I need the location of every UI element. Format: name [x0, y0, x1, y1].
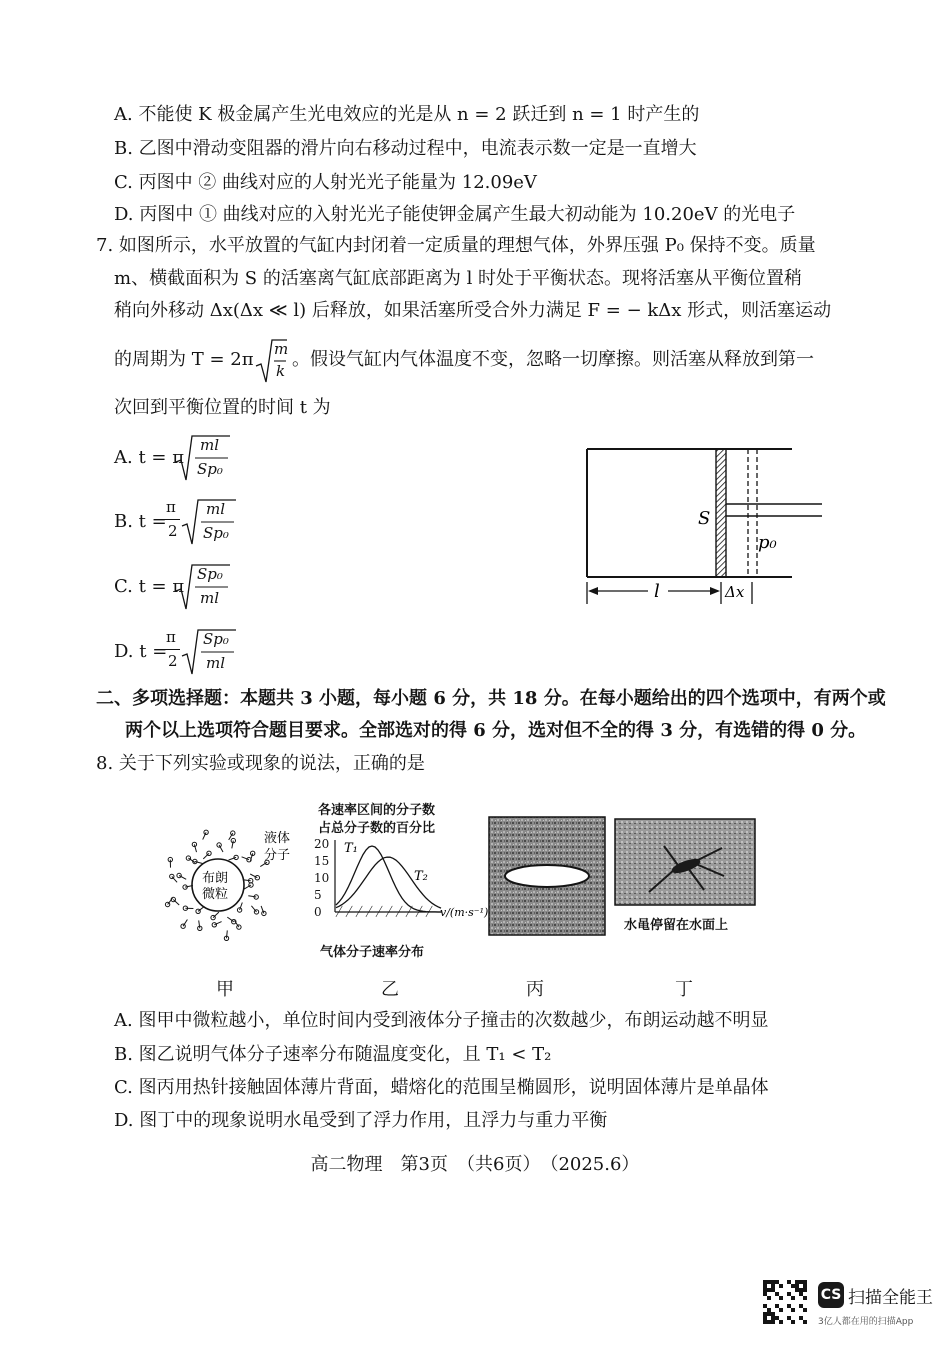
- q7-option-d-num: Sp₀: [203, 630, 229, 648]
- q7-option-a-num: ml: [200, 436, 220, 454]
- xtick-mark: ───: [362, 904, 377, 919]
- q7-option-c-den: ml: [200, 589, 220, 607]
- label-t1: T₁: [344, 841, 358, 856]
- xtick-mark: ───: [422, 904, 437, 919]
- particle-label-2: 微粒: [202, 887, 229, 902]
- brownian-motion-figure: [160, 820, 310, 945]
- q7-option-d-coef-num: π: [166, 628, 176, 646]
- q8-option-c: C. 图丙用热针接触固体薄片背面，蜡熔化的范围呈椭圆形，说明固体薄片是单晶体: [114, 1077, 769, 1098]
- speed-distribution-figure: [310, 800, 489, 965]
- displacement-label-dx: Δx: [725, 583, 745, 601]
- label-t2: T₂: [414, 869, 428, 884]
- q7-option-d-label: D. t =: [114, 641, 168, 662]
- q7-period-prefix: 的周期为 T = 2π: [114, 349, 254, 370]
- q7-option-b-num: ml: [206, 500, 226, 518]
- q6-option-d: D. 丙图中 ① 曲线对应的入射光光子能使钾金属产生最大初动能为 10.20eV 的光电子: [114, 204, 796, 225]
- q7-option-d-coef-den: 2: [168, 652, 178, 670]
- ytick-5: 5: [314, 888, 322, 902]
- caption-jia: 甲: [216, 979, 234, 1000]
- section2-heading-line1: 二、多项选择题：本题共 3 小题，每小题 6 分，共 18 分。在每小题给出的四个选项中，有两个或: [96, 688, 886, 709]
- scanner-tagline: 3亿人都在用的扫描App: [818, 1317, 914, 1327]
- piston: [716, 449, 726, 577]
- distribution-xlabel: v/(m·s⁻¹): [440, 906, 489, 919]
- q8-stem: 8. 关于下列实验或现象的说法，正确的是: [96, 753, 425, 774]
- caption-ding: 丁: [675, 979, 693, 1000]
- xtick-mark: ───: [382, 904, 397, 919]
- xtick-mark: ───: [352, 904, 367, 919]
- liquid-label: 液体: [264, 831, 291, 846]
- q7-option-c: [114, 561, 314, 613]
- q6-option-b: B. 乙图中滑动变阻器的滑片向右移动过程中，电流表示数一定是一直增大: [114, 138, 697, 159]
- caption-bing: 丙: [526, 979, 544, 1000]
- q7-option-d: [114, 626, 314, 678]
- q6-option-a: A. 不能使 K 极金属产生光电效应的光是从 n = 2 跃迁到 n = 1 时产生的: [114, 104, 700, 125]
- q7-stem-line2: m、横截面积为 S 的活塞离气缸底部距离为 l 时处于平衡状态。现将活塞从平衡位置稍: [114, 268, 803, 289]
- q8-option-a: A. 图甲中微粒越小，单位时间内受到液体分子撞击的次数越少，布朗运动越不明显: [114, 1010, 769, 1031]
- q8-option-d: D. 图丁中的现象说明水黾受到了浮力作用，且浮力与重力平衡: [114, 1110, 608, 1131]
- particle-label-1: 布朗: [202, 871, 229, 886]
- caption-yi: 乙: [381, 979, 399, 1000]
- distribution-caption: 气体分子速率分布: [320, 945, 425, 960]
- q7-option-b: [114, 496, 314, 548]
- q7-option-b-coef-num: π: [166, 498, 176, 516]
- q7-option-b-den: Sp₀: [203, 524, 229, 542]
- xtick-mark: ───: [372, 904, 387, 919]
- q7-option-b-label: B. t =: [114, 511, 167, 532]
- wax-ellipse: [505, 865, 589, 887]
- q7-stem-line3: 稍向外移动 Δx(Δx ≪ l) 后释放，如果活塞所受合外力满足 F = − kΔx 形式，则活塞运动: [114, 300, 832, 321]
- q7-option-a-label: A. t = π: [114, 447, 185, 468]
- q7-period-suffix: 。假设气缸内气体温度不变，忽略一切摩擦。则活塞从释放到第一: [292, 349, 814, 370]
- area-label-s: S: [698, 508, 711, 529]
- qr-code-icon: [763, 1280, 807, 1324]
- xtick-mark: ───: [392, 904, 407, 919]
- q7-stem-line1: 7. 如图所示，水平放置的气缸内封闭着一定质量的理想气体，外界压强 P₀ 保持不变。质量: [96, 235, 816, 256]
- pressure-label-p0: p₀: [758, 532, 777, 553]
- xtick-mark: ───: [412, 904, 427, 919]
- ytick-0: 0: [314, 905, 322, 919]
- q6-option-c: C. 丙图中 ② 曲线对应的人射光光子能量为 12.09eV: [114, 172, 537, 193]
- q7-period-num: m: [274, 340, 289, 358]
- xtick-mark: ───: [402, 904, 417, 919]
- xtick-mark: ───: [332, 904, 347, 919]
- q7-option-c-num: Sp₀: [197, 565, 223, 583]
- ytick-15: 15: [314, 854, 330, 868]
- scanner-name: 扫描全能王: [848, 1287, 933, 1308]
- distribution-title-2: 占总分子数的百分比: [318, 821, 436, 836]
- distribution-plot: [310, 836, 489, 946]
- water-strider-photo: [614, 818, 756, 906]
- wax-melting-figure: [488, 816, 606, 936]
- q7-option-a-den: Sp₀: [197, 460, 223, 478]
- q7-option-d-den: ml: [206, 654, 226, 672]
- cylinder-piston-figure: [580, 440, 830, 610]
- scanner-logo-icon: CS: [818, 1282, 844, 1308]
- ytick-10: 10: [314, 871, 330, 885]
- distribution-title-1: 各速率区间的分子数: [318, 803, 436, 818]
- length-label-l: l: [654, 581, 660, 602]
- xtick-mark: ───: [342, 904, 357, 919]
- scanner-brand: [818, 1282, 933, 1308]
- water-strider-caption: 水黾停留在水面上: [624, 918, 729, 933]
- q7-stem-line5: 次回到平衡位置的时间 t 为: [114, 397, 331, 418]
- section2-heading-line2: 两个以上选项符合题目要求。全部选对的得 6 分，选对但不全的得 3 分，有选错的得 0 分。: [125, 720, 867, 741]
- molecule-label: 分子: [264, 848, 291, 863]
- q7-option-a: [114, 432, 314, 484]
- q8-option-b: B. 图乙说明气体分子速率分布随温度变化，且 T₁ < T₂: [114, 1044, 552, 1065]
- q7-period-den: k: [276, 362, 286, 380]
- q7-option-c-label: C. t = π: [114, 576, 185, 597]
- piston-rod: [726, 504, 822, 516]
- q7-option-b-coef-den: 2: [168, 522, 178, 540]
- ytick-20: 20: [314, 837, 330, 851]
- displaced-piston-dashed: [748, 449, 757, 577]
- cylinder-walls: [587, 449, 792, 577]
- page-footer: 高二物理 第3页 （共6页） （2025.6）: [310, 1154, 640, 1175]
- water-strider-figure: [614, 818, 756, 940]
